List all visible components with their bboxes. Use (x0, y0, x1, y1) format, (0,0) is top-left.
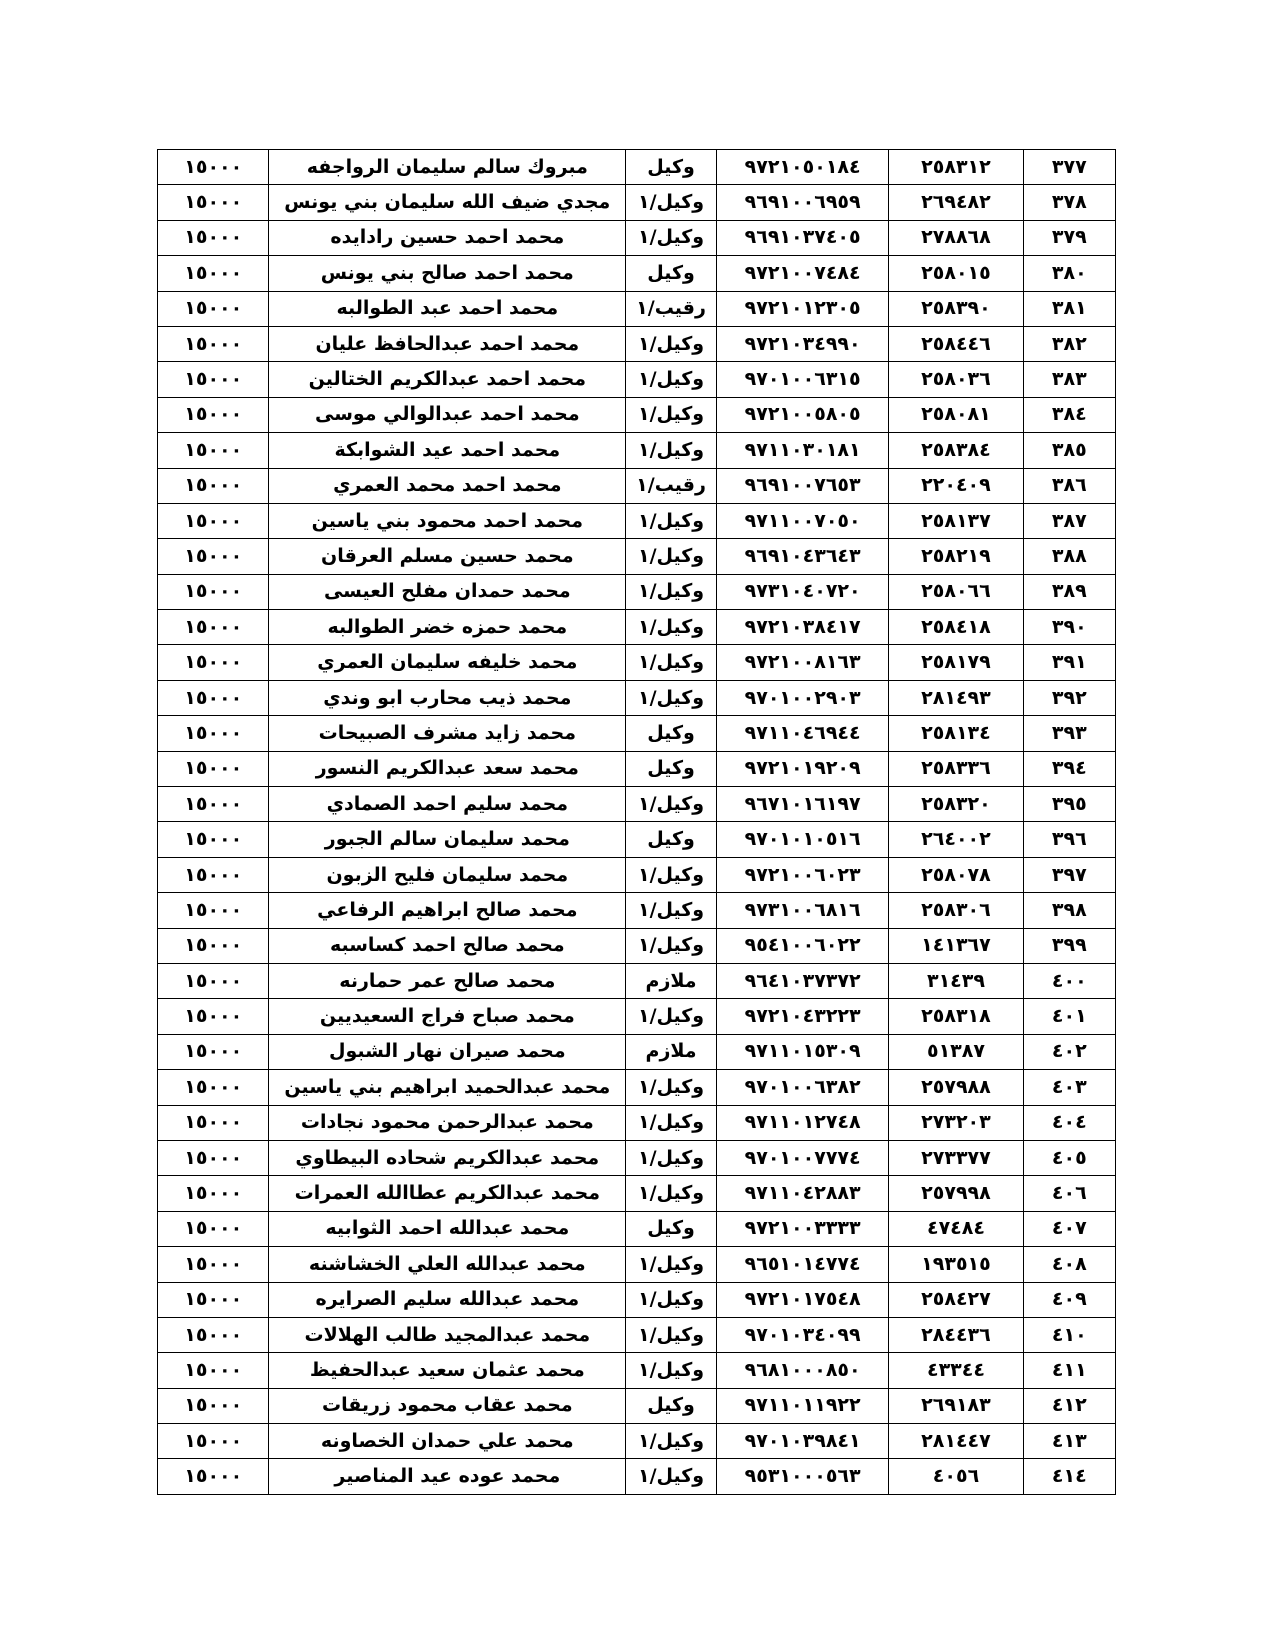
full-name-cell: محمد حسين مسلم العرقان (269, 539, 626, 574)
military-number-cell: ٢٥٨٣٩٠ (889, 291, 1023, 326)
military-number-cell: ٢٥٨٠٦٦ (889, 574, 1023, 609)
full-name-cell: محمد سليم احمد الصمادي (269, 787, 626, 822)
rank-cell: وكيل/١ (626, 787, 717, 822)
amount-cell: ١٥٠٠٠ (158, 751, 269, 786)
table-row (158, 150, 1116, 185)
table-row (158, 963, 1116, 998)
table-row (158, 362, 1116, 397)
full-name-cell: محمد عبدالمجيد طالب الهلالات (269, 1317, 626, 1352)
table-row (158, 928, 1116, 963)
serial-number-cell: ٣٨٣ (1023, 362, 1115, 397)
national-number-cell: ٩٧٢١٠٠٣٣٣٣ (716, 1211, 888, 1246)
serial-number-cell: ٤٠٠ (1023, 963, 1115, 998)
full-name-cell: محمد احمد عبدالوالي موسى (269, 397, 626, 432)
serial-number-cell: ٤١٠ (1023, 1317, 1115, 1352)
national-number-cell: ٩٧٠١٠٣٩٨٤١ (716, 1424, 888, 1459)
full-name-cell: محمد ذيب محارب ابو وندي (269, 680, 626, 715)
full-name-cell: محمد عبدالرحمن محمود نجادات (269, 1105, 626, 1140)
national-number-cell: ٩٧٢١٠٤٣٢٢٣ (716, 999, 888, 1034)
amount-cell: ١٥٠٠٠ (158, 1211, 269, 1246)
military-number-cell: ٢٧٣٣٧٧ (889, 1140, 1023, 1175)
amount-cell: ١٥٠٠٠ (158, 893, 269, 928)
national-number-cell: ٩٧٢١٠٠٥٨٠٥ (716, 397, 888, 432)
rank-cell: وكيل/١ (626, 220, 717, 255)
military-number-cell: ٢٨١٤٤٧ (889, 1424, 1023, 1459)
rank-cell: وكيل/١ (626, 928, 717, 963)
national-number-cell: ٩٧٢١٠١٢٣٠٥ (716, 291, 888, 326)
rank-cell: رقيب/١ (626, 291, 717, 326)
serial-number-cell: ٣٨٧ (1023, 503, 1115, 538)
military-number-cell: ٢٦٩٤٨٢ (889, 185, 1023, 220)
full-name-cell: محمد احمد محمود بني ياسين (269, 503, 626, 538)
amount-cell: ١٥٠٠٠ (158, 822, 269, 857)
serial-number-cell: ٣٧٩ (1023, 220, 1115, 255)
table-row (158, 680, 1116, 715)
military-number-cell: ٢٨٤٤٣٦ (889, 1317, 1023, 1352)
rank-cell: وكيل (626, 751, 717, 786)
military-number-cell: ١٤١٣٦٧ (889, 928, 1023, 963)
national-number-cell: ٩٧١١٠١٢٧٤٨ (716, 1105, 888, 1140)
rank-cell: ملازم (626, 963, 717, 998)
table-row (158, 1388, 1116, 1423)
serial-number-cell: ٤٠٣ (1023, 1070, 1115, 1105)
national-number-cell: ٩٧٢١٠١٧٥٤٨ (716, 1282, 888, 1317)
military-number-cell: ٤٠٥٦ (889, 1459, 1023, 1494)
military-number-cell: ٥١٣٨٧ (889, 1034, 1023, 1069)
national-number-cell: ٩٦٩١٠٤٣٦٤٣ (716, 539, 888, 574)
table-row (158, 1140, 1116, 1175)
rank-cell: وكيل/١ (626, 1105, 717, 1140)
rank-cell: وكيل/١ (626, 503, 717, 538)
serial-number-cell: ٤١٢ (1023, 1388, 1115, 1423)
serial-number-cell: ٣٩٠ (1023, 610, 1115, 645)
full-name-cell: محمد احمد صالح بني يونس (269, 256, 626, 291)
rank-cell: وكيل/١ (626, 999, 717, 1034)
national-number-cell: ٩٥٤١٠٠٦٠٢٢ (716, 928, 888, 963)
military-number-cell: ٢٥٨٤١٨ (889, 610, 1023, 645)
table-row (158, 751, 1116, 786)
table-row (158, 1282, 1116, 1317)
military-number-cell: ٢٧٣٢٠٣ (889, 1105, 1023, 1140)
table-row (158, 503, 1116, 538)
serial-number-cell: ٣٨١ (1023, 291, 1115, 326)
table-row (158, 822, 1116, 857)
table-row (158, 574, 1116, 609)
rank-cell: وكيل (626, 150, 717, 185)
military-number-cell: ٢٥٨٣٠٦ (889, 893, 1023, 928)
military-number-cell: ٢٥٨٣٨٤ (889, 433, 1023, 468)
national-number-cell: ٩٦٤١٠٣٧٣٧٢ (716, 963, 888, 998)
personnel-table (157, 149, 1116, 1495)
rank-cell: وكيل/١ (626, 610, 717, 645)
rank-cell: وكيل (626, 256, 717, 291)
military-number-cell: ٢٥٨٣٣٦ (889, 751, 1023, 786)
national-number-cell: ٩٧٢١٠٣٤٩٩٠ (716, 326, 888, 361)
amount-cell: ١٥٠٠٠ (158, 928, 269, 963)
table-row (158, 468, 1116, 503)
table-row (158, 645, 1116, 680)
table-row (158, 1176, 1116, 1211)
national-number-cell: ٩٦٩١٠٠٧٦٥٣ (716, 468, 888, 503)
table-row (158, 539, 1116, 574)
full-name-cell: محمد عوده عيد المناصير (269, 1459, 626, 1494)
table-row (158, 185, 1116, 220)
table-row (158, 326, 1116, 361)
rank-cell: وكيل/١ (626, 680, 717, 715)
amount-cell: ١٥٠٠٠ (158, 539, 269, 574)
national-number-cell: ٩٧٢١٠٣٨٤١٧ (716, 610, 888, 645)
full-name-cell: محمد عبدالكريم عطاالله العمرات (269, 1176, 626, 1211)
rank-cell: وكيل/١ (626, 574, 717, 609)
serial-number-cell: ٣٨٩ (1023, 574, 1115, 609)
rank-cell: وكيل/١ (626, 1140, 717, 1175)
national-number-cell: ٩٧١١٠٣٠١٨١ (716, 433, 888, 468)
full-name-cell: محمد عبدالله العلي الخشاشنه (269, 1247, 626, 1282)
military-number-cell: ٢٦٤٠٠٢ (889, 822, 1023, 857)
amount-cell: ١٥٠٠٠ (158, 680, 269, 715)
serial-number-cell: ٣٩١ (1023, 645, 1115, 680)
serial-number-cell: ٣٩٣ (1023, 716, 1115, 751)
amount-cell: ١٥٠٠٠ (158, 1459, 269, 1494)
rank-cell: وكيل (626, 1211, 717, 1246)
full-name-cell: محمد سليمان سالم الجبور (269, 822, 626, 857)
military-number-cell: ٢٥٧٩٨٨ (889, 1070, 1023, 1105)
full-name-cell: محمد صباح فراج السعيديين (269, 999, 626, 1034)
national-number-cell: ٩٧٢١٠٠٦٠٢٣ (716, 857, 888, 892)
serial-number-cell: ٣٩٨ (1023, 893, 1115, 928)
full-name-cell: محمد صيران نهار الشبول (269, 1034, 626, 1069)
full-name-cell: محمد احمد عبدالحافظ عليان (269, 326, 626, 361)
serial-number-cell: ٣٧٧ (1023, 150, 1115, 185)
amount-cell: ١٥٠٠٠ (158, 433, 269, 468)
table-row (158, 1247, 1116, 1282)
amount-cell: ١٥٠٠٠ (158, 1353, 269, 1388)
serial-number-cell: ٤٠٥ (1023, 1140, 1115, 1175)
table-row (158, 893, 1116, 928)
serial-number-cell: ٤١١ (1023, 1353, 1115, 1388)
full-name-cell: محمد صالح عمر حمارنه (269, 963, 626, 998)
amount-cell: ١٥٠٠٠ (158, 1070, 269, 1105)
full-name-cell: محمد احمد محمد العمري (269, 468, 626, 503)
serial-number-cell: ٣٩٢ (1023, 680, 1115, 715)
military-number-cell: ٢٥٨٤٢٧ (889, 1282, 1023, 1317)
amount-cell: ١٥٠٠٠ (158, 150, 269, 185)
amount-cell: ١٥٠٠٠ (158, 857, 269, 892)
national-number-cell: ٩٧١١٠٤٢٨٨٣ (716, 1176, 888, 1211)
serial-number-cell: ٣٩٧ (1023, 857, 1115, 892)
table-row (158, 1070, 1116, 1105)
serial-number-cell: ٣٨٥ (1023, 433, 1115, 468)
national-number-cell: ٩٧٠١٠١٠٥١٦ (716, 822, 888, 857)
table-row (158, 787, 1116, 822)
full-name-cell: محمد احمد عبدالكريم الختالين (269, 362, 626, 397)
serial-number-cell: ٤١٤ (1023, 1459, 1115, 1494)
amount-cell: ١٥٠٠٠ (158, 1317, 269, 1352)
amount-cell: ١٥٠٠٠ (158, 1034, 269, 1069)
national-number-cell: ٩٧٢١٠٥٠١٨٤ (716, 150, 888, 185)
amount-cell: ١٥٠٠٠ (158, 1247, 269, 1282)
table-row (158, 256, 1116, 291)
national-number-cell: ٩٧١١٠١٥٣٠٩ (716, 1034, 888, 1069)
military-number-cell: ١٩٣٥١٥ (889, 1247, 1023, 1282)
national-number-cell: ٩٧٠١٠٠٦٣١٥ (716, 362, 888, 397)
amount-cell: ١٥٠٠٠ (158, 1424, 269, 1459)
full-name-cell: محمد سعد عبدالكريم النسور (269, 751, 626, 786)
rank-cell: وكيل/١ (626, 397, 717, 432)
national-number-cell: ٩٧١١٠٤٦٩٤٤ (716, 716, 888, 751)
full-name-cell: محمد زايد مشرف الصبيحات (269, 716, 626, 751)
national-number-cell: ٩٦٩١٠٣٧٤٠٥ (716, 220, 888, 255)
serial-number-cell: ٤٠٦ (1023, 1176, 1115, 1211)
serial-number-cell: ٣٨٦ (1023, 468, 1115, 503)
table-body (158, 150, 1116, 1495)
national-number-cell: ٩٧٢١٠٠٧٤٨٤ (716, 256, 888, 291)
rank-cell: وكيل/١ (626, 1176, 717, 1211)
national-number-cell: ٩٧١١٠١١٩٢٢ (716, 1388, 888, 1423)
full-name-cell: محمد عثمان سعيد عبدالحفيظ (269, 1353, 626, 1388)
rank-cell: وكيل/١ (626, 1282, 717, 1317)
amount-cell: ١٥٠٠٠ (158, 468, 269, 503)
rank-cell: رقيب/١ (626, 468, 717, 503)
serial-number-cell: ٣٩٦ (1023, 822, 1115, 857)
amount-cell: ١٥٠٠٠ (158, 1282, 269, 1317)
amount-cell: ١٥٠٠٠ (158, 963, 269, 998)
table-row (158, 220, 1116, 255)
military-number-cell: ٤٧٤٨٤ (889, 1211, 1023, 1246)
rank-cell: وكيل (626, 1388, 717, 1423)
full-name-cell: محمد صالح ابراهيم الرفاعي (269, 893, 626, 928)
military-number-cell: ٢٦٩١٨٣ (889, 1388, 1023, 1423)
full-name-cell: محمد احمد عبد الطوالبه (269, 291, 626, 326)
full-name-cell: محمد صالح احمد كساسبه (269, 928, 626, 963)
full-name-cell: محمد احمد حسين رادايده (269, 220, 626, 255)
table-row (158, 291, 1116, 326)
rank-cell: وكيل/١ (626, 1247, 717, 1282)
military-number-cell: ٢٥٨١٣٤ (889, 716, 1023, 751)
amount-cell: ١٥٠٠٠ (158, 999, 269, 1034)
rank-cell: وكيل/١ (626, 645, 717, 680)
rank-cell: وكيل/١ (626, 326, 717, 361)
rank-cell: وكيل/١ (626, 1459, 717, 1494)
national-number-cell: ٩٦٥١٠١٤٧٧٤ (716, 1247, 888, 1282)
rank-cell: وكيل/١ (626, 1424, 717, 1459)
serial-number-cell: ٤٠٩ (1023, 1282, 1115, 1317)
serial-number-cell: ٣٨٤ (1023, 397, 1115, 432)
table-row (158, 433, 1116, 468)
full-name-cell: محمد عبدالحميد ابراهيم بني ياسين (269, 1070, 626, 1105)
serial-number-cell: ٣٩٩ (1023, 928, 1115, 963)
serial-number-cell: ٣٨٢ (1023, 326, 1115, 361)
national-number-cell: ٩٧٠١٠٠٧٧٧٤ (716, 1140, 888, 1175)
military-number-cell: ٢٥٨١٣٧ (889, 503, 1023, 538)
serial-number-cell: ٣٩٥ (1023, 787, 1115, 822)
rank-cell: ملازم (626, 1034, 717, 1069)
national-number-cell: ٩٧٠١٠٠٦٣٨٢ (716, 1070, 888, 1105)
serial-number-cell: ٣٩٤ (1023, 751, 1115, 786)
serial-number-cell: ٣٧٨ (1023, 185, 1115, 220)
amount-cell: ١٥٠٠٠ (158, 503, 269, 538)
amount-cell: ١٥٠٠٠ (158, 326, 269, 361)
military-number-cell: ٢٥٨٠٣٦ (889, 362, 1023, 397)
rank-cell: وكيل/١ (626, 1070, 717, 1105)
full-name-cell: محمد عقاب محمود زريقات (269, 1388, 626, 1423)
military-number-cell: ٢٥٨٤٤٦ (889, 326, 1023, 361)
full-name-cell: محمد احمد عيد الشوابكة (269, 433, 626, 468)
amount-cell: ١٥٠٠٠ (158, 291, 269, 326)
full-name-cell: محمد علي حمدان الخصاونه (269, 1424, 626, 1459)
national-number-cell: ٩٧٣١٠٤٠٧٢٠ (716, 574, 888, 609)
serial-number-cell: ٤٠٨ (1023, 1247, 1115, 1282)
amount-cell: ١٥٠٠٠ (158, 645, 269, 680)
serial-number-cell: ٣٨٨ (1023, 539, 1115, 574)
military-number-cell: ٤٣٣٤٤ (889, 1353, 1023, 1388)
table-row (158, 999, 1116, 1034)
amount-cell: ١٥٠٠٠ (158, 787, 269, 822)
full-name-cell: محمد حمدان مفلح العيسى (269, 574, 626, 609)
amount-cell: ١٥٠٠٠ (158, 362, 269, 397)
national-number-cell: ٩٧١١٠٠٧٠٥٠ (716, 503, 888, 538)
rank-cell: وكيل/١ (626, 362, 717, 397)
amount-cell: ١٥٠٠٠ (158, 1105, 269, 1140)
serial-number-cell: ٤٠٧ (1023, 1211, 1115, 1246)
rank-cell: وكيل/١ (626, 539, 717, 574)
amount-cell: ١٥٠٠٠ (158, 1140, 269, 1175)
rank-cell: وكيل (626, 716, 717, 751)
full-name-cell: محمد عبدالكريم شحاده البيطاوي (269, 1140, 626, 1175)
military-number-cell: ٢٥٨٣١٨ (889, 999, 1023, 1034)
rank-cell: وكيل (626, 822, 717, 857)
amount-cell: ١٥٠٠٠ (158, 574, 269, 609)
military-number-cell: ٢٥٨٣١٢ (889, 150, 1023, 185)
military-number-cell: ٢٧٨٨٦٨ (889, 220, 1023, 255)
rank-cell: وكيل/١ (626, 1317, 717, 1352)
table-row (158, 716, 1116, 751)
military-number-cell: ٢٥٨٠١٥ (889, 256, 1023, 291)
rank-cell: وكيل/١ (626, 185, 717, 220)
table-row (158, 1034, 1116, 1069)
amount-cell: ١٥٠٠٠ (158, 397, 269, 432)
amount-cell: ١٥٠٠٠ (158, 1388, 269, 1423)
national-number-cell: ٩٧٢١٠١٩٢٠٩ (716, 751, 888, 786)
national-number-cell: ٩٦٨١٠٠٠٨٥٠ (716, 1353, 888, 1388)
table-row (158, 610, 1116, 645)
serial-number-cell: ٤٠٤ (1023, 1105, 1115, 1140)
rank-cell: وكيل/١ (626, 433, 717, 468)
amount-cell: ١٥٠٠٠ (158, 1176, 269, 1211)
national-number-cell: ٩٧٣١٠٠٦٨١٦ (716, 893, 888, 928)
full-name-cell: محمد عبدالله احمد الثوابيه (269, 1211, 626, 1246)
full-name-cell: محمد حمزه خضر الطوالبه (269, 610, 626, 645)
table-row (158, 1353, 1116, 1388)
table-row (158, 397, 1116, 432)
national-number-cell: ٩٥٣١٠٠٠٥٦٣ (716, 1459, 888, 1494)
table-row (158, 1105, 1116, 1140)
national-number-cell: ٩٧٢١٠٠٨١٦٣ (716, 645, 888, 680)
amount-cell: ١٥٠٠٠ (158, 716, 269, 751)
amount-cell: ١٥٠٠٠ (158, 610, 269, 645)
military-number-cell: ٢٥٨٣٢٠ (889, 787, 1023, 822)
table-row (158, 857, 1116, 892)
table-row (158, 1459, 1116, 1494)
rank-cell: وكيل/١ (626, 1353, 717, 1388)
national-number-cell: ٩٦٧١٠١٦١٩٧ (716, 787, 888, 822)
military-number-cell: ٢٥٨٠٨١ (889, 397, 1023, 432)
serial-number-cell: ٤٠٢ (1023, 1034, 1115, 1069)
military-number-cell: ٢٥٨٢١٩ (889, 539, 1023, 574)
full-name-cell: مجدي ضيف الله سليمان بني يونس (269, 185, 626, 220)
amount-cell: ١٥٠٠٠ (158, 256, 269, 291)
military-number-cell: ٢٢٠٤٠٩ (889, 468, 1023, 503)
serial-number-cell: ٤٠١ (1023, 999, 1115, 1034)
national-number-cell: ٩٧٠١٠٣٤٠٩٩ (716, 1317, 888, 1352)
military-number-cell: ٣١٤٣٩ (889, 963, 1023, 998)
rank-cell: وكيل/١ (626, 893, 717, 928)
table-row (158, 1211, 1116, 1246)
amount-cell: ١٥٠٠٠ (158, 220, 269, 255)
table-row (158, 1317, 1116, 1352)
rank-cell: وكيل/١ (626, 857, 717, 892)
full-name-cell: محمد سليمان فليح الزبون (269, 857, 626, 892)
military-number-cell: ٢٥٧٩٩٨ (889, 1176, 1023, 1211)
full-name-cell: محمد خليفه سليمان العمري (269, 645, 626, 680)
table-row (158, 1424, 1116, 1459)
full-name-cell: مبروك سالم سليمان الرواجفه (269, 150, 626, 185)
military-number-cell: ٢٨١٤٩٣ (889, 680, 1023, 715)
serial-number-cell: ٣٨٠ (1023, 256, 1115, 291)
military-number-cell: ٢٥٨٠٧٨ (889, 857, 1023, 892)
amount-cell: ١٥٠٠٠ (158, 185, 269, 220)
national-number-cell: ٩٧٠١٠٠٢٩٠٣ (716, 680, 888, 715)
serial-number-cell: ٤١٣ (1023, 1424, 1115, 1459)
national-number-cell: ٩٦٩١٠٠٦٩٥٩ (716, 185, 888, 220)
military-number-cell: ٢٥٨١٧٩ (889, 645, 1023, 680)
full-name-cell: محمد عبدالله سليم الصرايره (269, 1282, 626, 1317)
